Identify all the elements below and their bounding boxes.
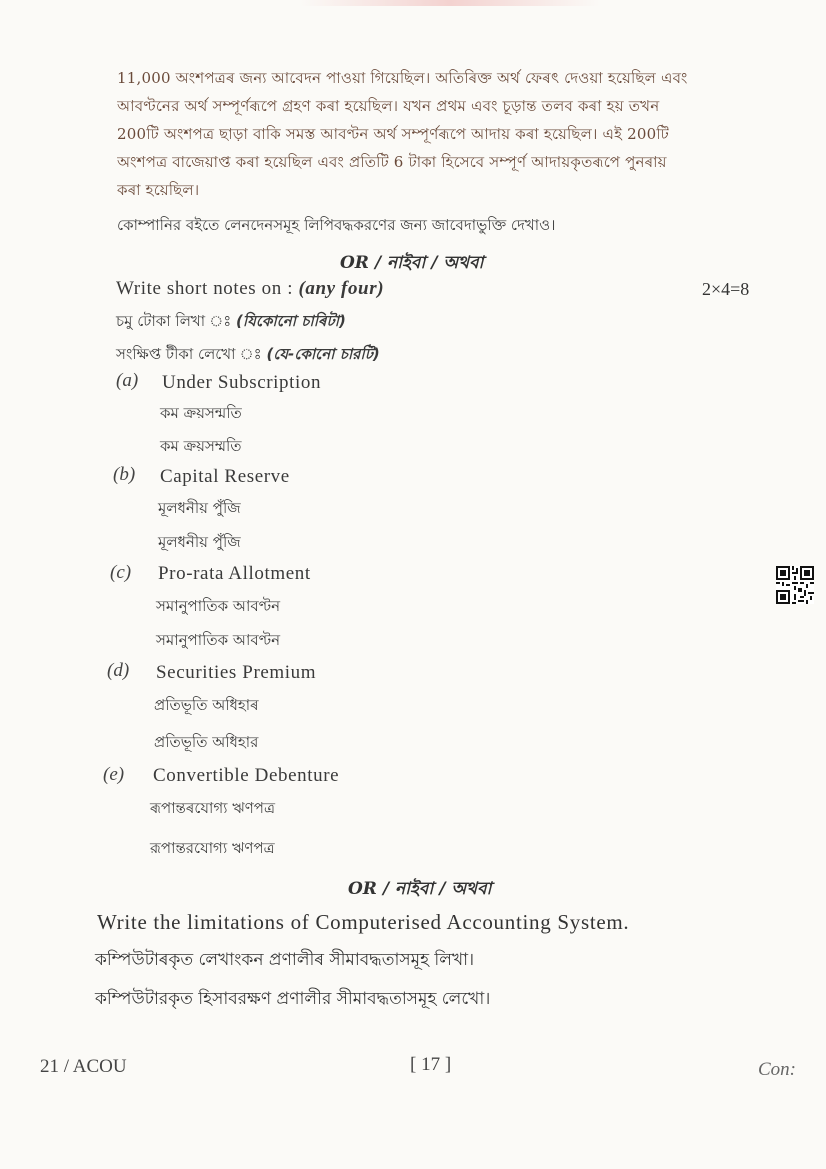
marks-allocation: 2×4=8 xyxy=(702,279,750,299)
item-as-c: সমানুপাতিক আবণ্টন xyxy=(156,597,281,615)
continued-marker: Con: xyxy=(758,1059,796,1080)
paper-code: 21 / ACOU xyxy=(40,1056,127,1077)
or-separator-2: OR / নাইবা / অথবা xyxy=(348,879,492,899)
item-bn-c: সমানুপাতিক আবণ্টন xyxy=(156,631,281,649)
item-label-a: (a) xyxy=(116,370,139,391)
final-question-assamese: কম্পিউটাৰকৃত লেখাংকন প্ৰণালীৰ সীমাবদ্ধতাসমূহ লিখা। xyxy=(95,950,475,970)
item-en-d: Securities Premium xyxy=(156,662,317,683)
paragraph-line: 200টি অংশপত্ৰ ছাড়া বাকি সমস্ত আবণ্টন অৰ্থ সম্পূৰ্ণৰূপে আদায় কৰা হয়েছিল। এই 200টি xyxy=(117,125,670,143)
prompt-as-text: চমু টোকা লিখা ঃ xyxy=(116,312,237,330)
prompt-bn-text: সংক্ষিপ্ত টীকা লেখো ঃ xyxy=(116,345,267,363)
paragraph-line: আবণ্টনের অৰ্থ সম্পূৰ্ণৰূপে গ্ৰহণ কৰা হয়েছিল। যখন প্ৰথম এবং চূড়ান্ত তলব কৰা হয় তখন xyxy=(117,97,660,115)
paragraph-line: কৰা হয়েছিল। xyxy=(117,181,200,199)
item-as-b: মূলধনীয় পুঁজি xyxy=(158,499,241,517)
qr-code-icon xyxy=(776,566,814,604)
final-question-bengali: কম্পিউটারকৃত হিসাবরক্ষণ প্রণালীর সীমাবদ্ধতাসমূহ লেখো। xyxy=(95,989,491,1009)
prompt-as-emphasis: (যিকোনো চাৰিটা) xyxy=(236,312,346,330)
item-as-d: প্ৰতিভূতি অধিহাৰ xyxy=(154,696,259,714)
item-as-a: কম ক্ৰয়সন্মতি xyxy=(160,404,242,422)
prompt-en-text: Write short notes on : xyxy=(116,278,299,299)
item-bn-d: প্রতিভূতি অধিহার xyxy=(154,733,259,751)
final-question-en: Write the limitations of Computerised Accounting System. xyxy=(97,910,630,934)
item-bn-a: কম ক্রয়সম্মতি xyxy=(160,437,242,455)
journal-instruction: কোম্পানির বইতে লেনদেনসমূহ লিপিবদ্ধকরণের জন্য জাবেদাভুক্তি দেখাও। xyxy=(117,216,556,234)
page-top-edge-mark xyxy=(300,0,600,6)
item-bn-e: রূপান্তরযোগ্য ঋণপত্র xyxy=(150,839,275,857)
item-label-e: (e) xyxy=(103,764,125,785)
item-label-d: (d) xyxy=(107,660,130,681)
item-bn-b: মূলধনীয় পুঁজি xyxy=(158,533,241,551)
item-as-e: ৰূপান্তৰযোগ্য ঋণপত্ৰ xyxy=(150,799,275,817)
page-number: [ 17 ] xyxy=(410,1054,452,1075)
question-paragraph xyxy=(117,64,767,204)
item-en-b: Capital Reserve xyxy=(160,466,290,487)
item-label-b: (b) xyxy=(113,464,136,485)
paragraph-line: অংশপত্ৰ বাজেয়াপ্ত কৰা হয়েছিল এবং প্ৰতিটি 6 টাকা হিসেবে সম্পূৰ্ণ আদায়কৃতৰূপে পুনৰায় xyxy=(117,153,667,171)
item-en-e: Convertible Debenture xyxy=(153,765,340,786)
short-notes-prompt-assamese xyxy=(116,310,346,335)
prompt-en-emphasis: (any four) xyxy=(298,278,385,299)
item-label-c: (c) xyxy=(110,562,132,583)
paragraph-line: 11,000 অংশপত্ৰৰ জন্য আবেদন পাওয়া গিয়েছিল। অতিৰিক্ত অৰ্থ ফেৰৎ দেওয়া হয়েছিল এবং xyxy=(117,69,688,87)
prompt-bn-emphasis: (যে-কোনো চারটি) xyxy=(266,345,380,363)
or-separator: OR / নাইবা / অথবা xyxy=(340,253,484,273)
item-en-c: Pro-rata Allotment xyxy=(158,563,311,584)
short-notes-prompt-en xyxy=(116,278,384,300)
item-en-a: Under Subscription xyxy=(162,372,322,393)
short-notes-prompt-bengali xyxy=(116,343,380,368)
